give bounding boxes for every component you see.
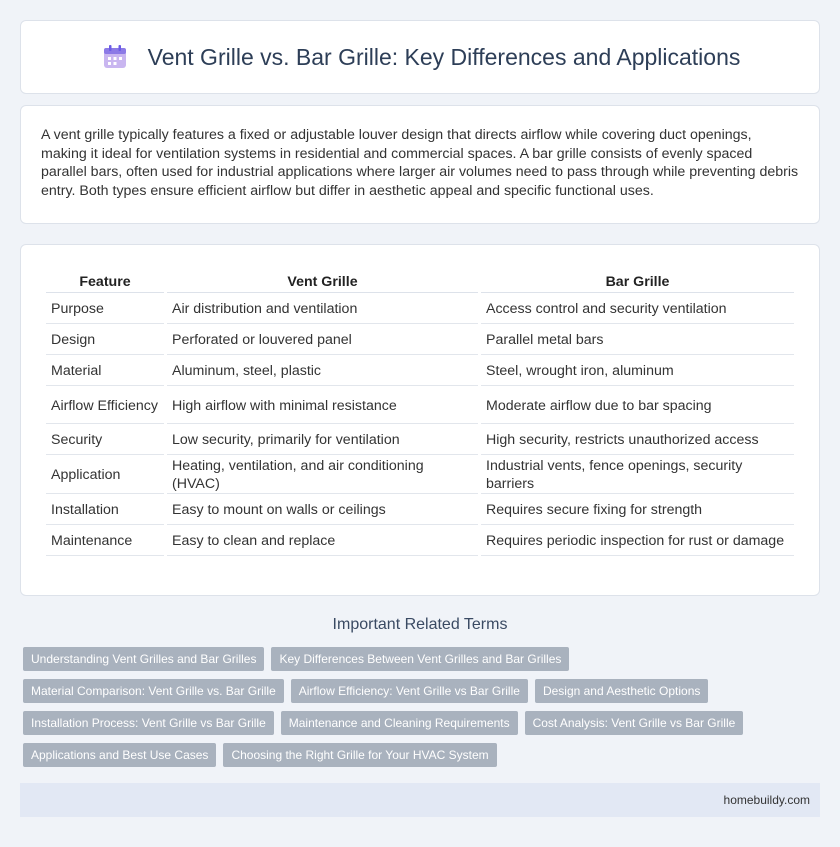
feature-cell: Application xyxy=(46,457,164,494)
comparison-table-card xyxy=(20,244,820,596)
feature-cell: Design xyxy=(46,326,164,355)
bar-cell: Requires periodic inspection for rust or damage xyxy=(481,527,794,556)
feature-cell: Installation xyxy=(46,496,164,525)
title-card xyxy=(20,20,820,94)
vent-cell: Perforated or louvered panel xyxy=(167,326,478,355)
table-row xyxy=(46,527,794,556)
bar-cell: Parallel metal bars xyxy=(481,326,794,355)
vent-cell: Air distribution and ventilation xyxy=(167,295,478,324)
table-row xyxy=(46,496,794,525)
title-text: Vent Grille vs. Bar Grille: Key Differences and Applications xyxy=(147,43,741,70)
bar-cell: Steel, wrought iron, aluminum xyxy=(481,357,794,386)
feature-cell: Material xyxy=(46,357,164,386)
vent-cell: Aluminum, steel, plastic xyxy=(167,357,478,386)
vent-cell: Low security, primarily for ventilation xyxy=(167,426,478,455)
header-bar-grille: Bar Grille xyxy=(481,267,794,293)
table-row xyxy=(46,457,794,494)
related-term-tag[interactable]: Applications and Best Use Cases xyxy=(23,743,216,767)
tag-row xyxy=(23,647,823,671)
related-term-tag[interactable]: Material Comparison: Vent Grille vs. Bar Grille xyxy=(23,679,284,703)
bar-cell: Access control and security ventilation xyxy=(481,295,794,324)
related-term-tag[interactable]: Cost Analysis: Vent Grille vs Bar Grille xyxy=(525,711,744,735)
table-row xyxy=(46,295,794,324)
related-term-tag[interactable]: Design and Aesthetic Options xyxy=(535,679,708,703)
bar-cell: Moderate airflow due to bar spacing xyxy=(481,388,794,424)
table-row xyxy=(46,357,794,386)
header-vent-grille: Vent Grille xyxy=(167,267,478,293)
table-row xyxy=(46,388,794,424)
vent-cell: Easy to clean and replace xyxy=(167,527,478,556)
related-term-tag[interactable]: Maintenance and Cleaning Requirements xyxy=(281,711,518,735)
related-terms-list xyxy=(23,647,823,775)
related-term-tag[interactable]: Understanding Vent Grilles and Bar Grilles xyxy=(23,647,264,671)
vent-cell: Easy to mount on walls or ceilings xyxy=(167,496,478,525)
related-term-tag[interactable]: Choosing the Right Grille for Your HVAC System xyxy=(223,743,496,767)
bar-cell: High security, restricts unauthorized access xyxy=(481,426,794,455)
tag-row xyxy=(23,711,823,735)
calendar-icon xyxy=(100,42,130,72)
header-feature: Feature xyxy=(46,267,164,293)
tag-row xyxy=(23,743,823,767)
bar-cell: Requires secure fixing for strength xyxy=(481,496,794,525)
feature-cell: Purpose xyxy=(46,295,164,324)
vent-cell: High airflow with minimal resistance xyxy=(167,388,478,424)
comparison-table xyxy=(43,265,797,558)
intro-card xyxy=(20,105,820,224)
related-term-tag[interactable]: Installation Process: Vent Grille vs Bar Grille xyxy=(23,711,274,735)
feature-cell: Security xyxy=(46,426,164,455)
intro-text: A vent grille typically features a fixed or adjustable louver design that directs airflow while covering duct openings, making it ideal for ventilation systems in residential and commercial spaces. A bar grille consists of evenly spaced parallel bars, often used for industrial applications where larger air volumes need to pass through while preventing debris entry. Both types ensure efficient airflow but differ in aesthetic appeal and specific functional uses. xyxy=(41,127,799,199)
related-terms-title: Important Related Terms xyxy=(332,616,508,633)
vent-cell: Heating, ventilation, and air conditioning (HVAC) xyxy=(167,457,478,494)
related-term-tag[interactable]: Key Differences Between Vent Grilles and Bar Grilles xyxy=(271,647,569,671)
tag-row xyxy=(23,679,823,703)
related-term-tag[interactable]: Airflow Efficiency: Vent Grille vs Bar Grille xyxy=(291,679,528,703)
feature-cell: Maintenance xyxy=(46,527,164,556)
footer xyxy=(20,783,820,817)
bar-cell: Industrial vents, fence openings, security barriers xyxy=(481,457,794,494)
table-row xyxy=(46,426,794,455)
feature-cell: Airflow Efficiency xyxy=(46,388,164,424)
page-title xyxy=(100,42,741,72)
table-row xyxy=(46,326,794,355)
footer-site-link[interactable]: homebuildy.com xyxy=(723,793,810,807)
